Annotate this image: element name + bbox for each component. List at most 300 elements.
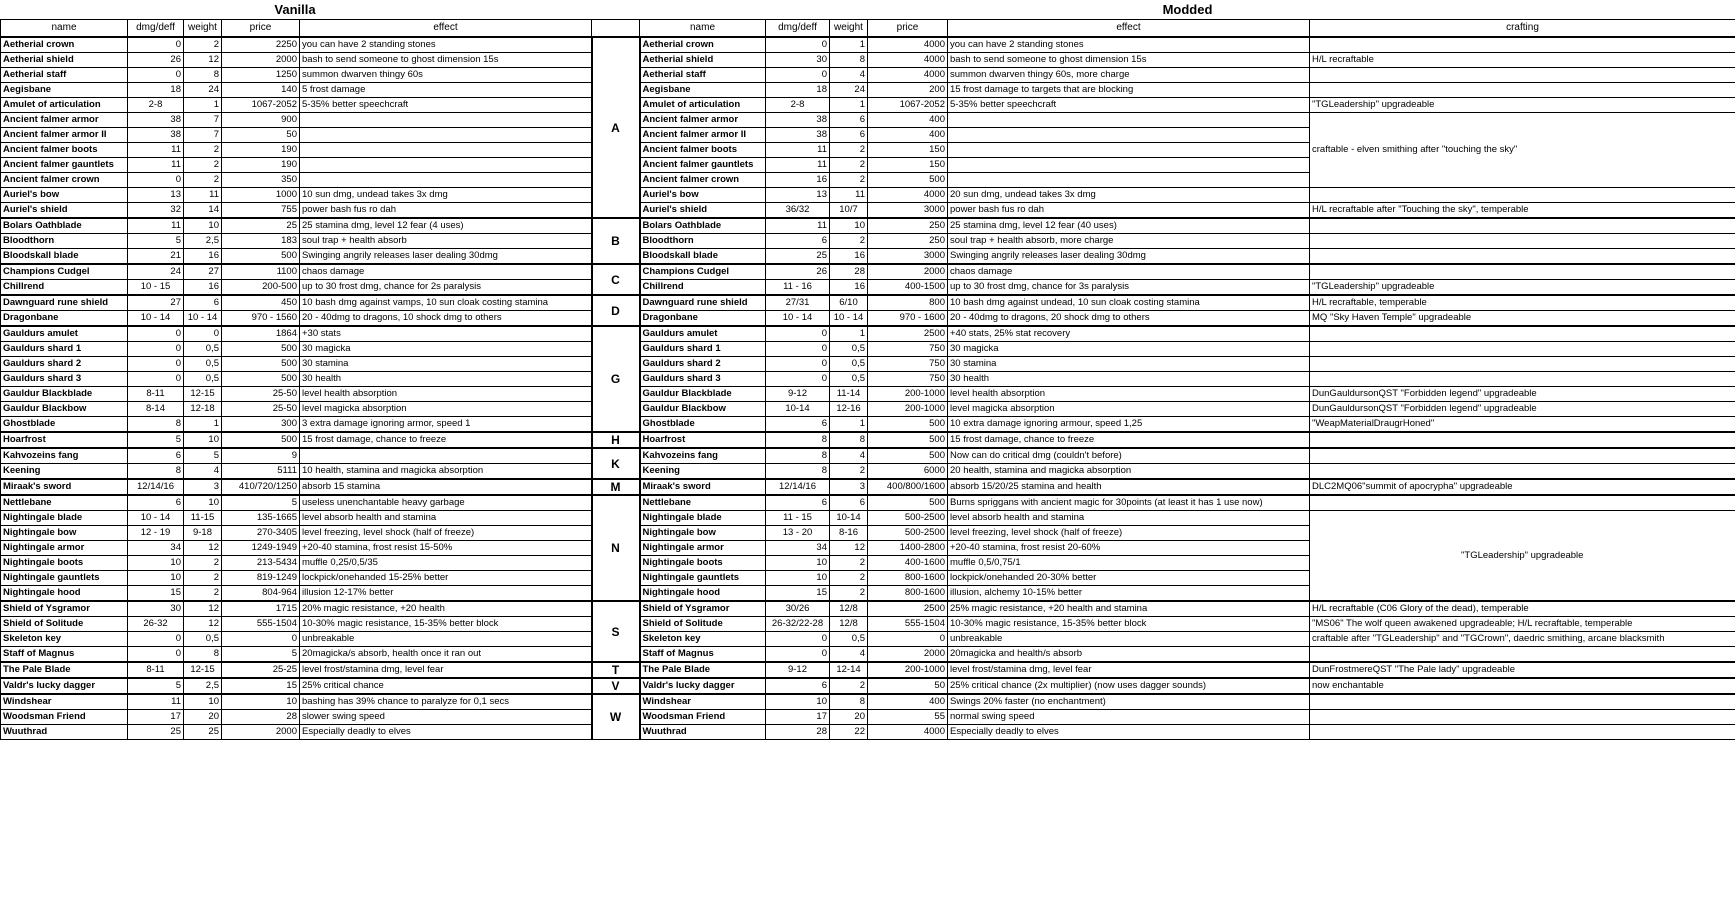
modded-dmg: 8	[766, 448, 830, 464]
modded-dmg: 0	[766, 342, 830, 357]
modded-price: 555-1504	[868, 617, 948, 632]
modded-price: 1067-2052	[868, 98, 948, 113]
vanilla-name: Gauldur Blackbow	[1, 402, 128, 417]
modded-weight: 2	[830, 464, 868, 480]
modded-name: Hoarfrost	[640, 432, 766, 448]
modded-col-name: name	[640, 20, 766, 38]
modded-weight: 12/8	[830, 617, 868, 632]
modded-name: Gauldurs shard 3	[640, 372, 766, 387]
modded-price: 3000	[868, 249, 948, 265]
group-letter: K	[592, 448, 640, 479]
vanilla-price: 970 - 1560	[222, 311, 300, 327]
vanilla-weight: 12	[184, 541, 222, 556]
vanilla-dmg: 24	[128, 264, 184, 280]
vanilla-price: 555-1504	[222, 617, 300, 632]
modded-effect: 15 frost damage, chance to freeze	[948, 432, 1310, 448]
vanilla-price: 1249-1949	[222, 541, 300, 556]
modded-price: 2000	[868, 264, 948, 280]
modded-dmg: 0	[766, 37, 830, 53]
modded-dmg: 0	[766, 326, 830, 342]
vanilla-dmg: 38	[128, 113, 184, 128]
vanilla-weight: 1	[184, 98, 222, 113]
crafting-note	[1310, 725, 1735, 740]
vanilla-weight: 10 - 14	[184, 311, 222, 327]
vanilla-weight: 9-18	[184, 526, 222, 541]
modded-weight: 1	[830, 37, 868, 53]
modded-weight: 2	[830, 586, 868, 602]
vanilla-effect	[300, 113, 592, 128]
modded-dmg: 11	[766, 143, 830, 158]
modded-price: 400/800/1600	[868, 479, 948, 495]
vanilla-effect: 20% magic resistance, +20 health	[300, 601, 592, 617]
table-row	[1, 311, 1735, 327]
crafting-note	[1310, 264, 1735, 280]
vanilla-dmg: 12/14/16	[128, 479, 184, 495]
modded-effect: muffle 0,5/0,75/1	[948, 556, 1310, 571]
modded-price: 500	[868, 417, 948, 433]
modded-effect: 20 health, stamina and magicka absorption	[948, 464, 1310, 480]
modded-name: Ancient falmer armor II	[640, 128, 766, 143]
vanilla-weight: 2	[184, 158, 222, 173]
table-row	[1, 342, 1735, 357]
modded-dmg: 9-12	[766, 387, 830, 402]
vanilla-weight: 2,5	[184, 234, 222, 249]
modded-dmg: 0	[766, 647, 830, 663]
vanilla-effect: bashing has 39% chance to paralyze for 0,1 secs	[300, 694, 592, 710]
crafting-note: H/L recraftable, temperable	[1310, 295, 1735, 311]
modded-name: Woodsman Friend	[640, 710, 766, 725]
modded-weight: 2	[830, 556, 868, 571]
vanilla-effect: 20magicka/s absorb, health once it ran out	[300, 647, 592, 663]
crafting-note	[1310, 83, 1735, 98]
vanilla-name: Nightingale gauntlets	[1, 571, 128, 586]
vanilla-dmg: 10	[128, 556, 184, 571]
vanilla-price: 28	[222, 710, 300, 725]
table-row	[1, 647, 1735, 663]
modded-weight: 2	[830, 571, 868, 586]
modded-name: Auriel's shield	[640, 203, 766, 219]
table-row	[1, 234, 1735, 249]
vanilla-effect: summon dwarven thingy 60s	[300, 68, 592, 83]
vanilla-weight: 8	[184, 68, 222, 83]
modded-effect: Burns spriggans with ancient magic for 30points (at least it has 1 use now)	[948, 495, 1310, 511]
table-row	[1, 432, 1735, 448]
crafting-note: DunGauldursonQST "Forbidden legend" upgradeable	[1310, 387, 1735, 402]
vanilla-effect: 25% critical chance	[300, 678, 592, 694]
vanilla-weight: 11	[184, 188, 222, 203]
vanilla-name: Nettlebane	[1, 495, 128, 511]
modded-dmg: 10	[766, 571, 830, 586]
vanilla-effect: +20-40 stamina, frost resist 15-50%	[300, 541, 592, 556]
crafting-note: "MS06" The wolf queen awakened upgradeable; H/L recraftable, temperable	[1310, 617, 1735, 632]
vanilla-price: 450	[222, 295, 300, 311]
vanilla-effect: level freezing, level shock (half of freeze)	[300, 526, 592, 541]
modded-effect: 20 - 40dmg to dragons, 20 shock dmg to others	[948, 311, 1310, 327]
modded-weight: 6	[830, 128, 868, 143]
modded-dmg: 13 - 20	[766, 526, 830, 541]
vanilla-dmg: 10 - 14	[128, 311, 184, 327]
modded-dmg: 6	[766, 234, 830, 249]
vanilla-dmg: 26	[128, 53, 184, 68]
vanilla-dmg: 0	[128, 647, 184, 663]
vanilla-weight: 2	[184, 556, 222, 571]
vanilla-price: 270-3405	[222, 526, 300, 541]
modded-price: 150	[868, 158, 948, 173]
vanilla-effect: level frost/stamina dmg, level fear	[300, 662, 592, 678]
modded-dmg: 12/14/16	[766, 479, 830, 495]
modded-name: Kahvozeins fang	[640, 448, 766, 464]
modded-name: Bloodthorn	[640, 234, 766, 249]
modded-price: 50	[868, 678, 948, 694]
table-row	[1, 678, 1735, 694]
modded-price: 4000	[868, 725, 948, 740]
modded-weight: 20	[830, 710, 868, 725]
modded-effect: soul trap + health absorb, more charge	[948, 234, 1310, 249]
vanilla-weight: 2	[184, 586, 222, 602]
vanilla-weight: 12	[184, 53, 222, 68]
vanilla-dmg: 15	[128, 586, 184, 602]
vanilla-name: Bloodskall blade	[1, 249, 128, 265]
table-row	[1, 725, 1735, 740]
vanilla-dmg: 34	[128, 541, 184, 556]
vanilla-dmg: 12 - 19	[128, 526, 184, 541]
table-row	[1, 203, 1735, 219]
modded-effect: +40 stats, 25% stat recovery	[948, 326, 1310, 342]
vanilla-price: 500	[222, 342, 300, 357]
modded-name: Nettlebane	[640, 495, 766, 511]
vanilla-name: Ancient falmer armor II	[1, 128, 128, 143]
modded-effect: 20magicka and health/s absorb	[948, 647, 1310, 663]
table-row	[1, 188, 1735, 203]
modded-name: Keening	[640, 464, 766, 480]
vanilla-dmg: 38	[128, 128, 184, 143]
vanilla-effect: Swinging angrily releases laser dealing 30dmg	[300, 249, 592, 265]
modded-dmg: 0	[766, 357, 830, 372]
modded-price: 4000	[868, 53, 948, 68]
modded-effect: bash to send someone to ghost dimension 15s	[948, 53, 1310, 68]
vanilla-name: Valdr's lucky dagger	[1, 678, 128, 694]
vanilla-weight: 12-15	[184, 387, 222, 402]
modded-price: 2500	[868, 326, 948, 342]
vanilla-name: Gauldurs shard 1	[1, 342, 128, 357]
crafting-note: H/L recraftable after "Touching the sky", temperable	[1310, 203, 1735, 219]
table-row	[1, 511, 1735, 526]
vanilla-dmg: 2-8	[128, 98, 184, 113]
table-row	[1, 218, 1735, 234]
modded-name: Gauldur Blackbow	[640, 402, 766, 417]
modded-price: 150	[868, 143, 948, 158]
modded-dmg: 2-8	[766, 98, 830, 113]
vanilla-dmg: 8-14	[128, 402, 184, 417]
vanilla-price: 0	[222, 632, 300, 647]
modded-name: Dragonbane	[640, 311, 766, 327]
modded-price: 200-1000	[868, 662, 948, 678]
vanilla-effect: Especially deadly to elves	[300, 725, 592, 740]
vanilla-price: 300	[222, 417, 300, 433]
vanilla-name: Amulet of articulation	[1, 98, 128, 113]
crafting-note	[1310, 710, 1735, 725]
vanilla-effect: 10 bash dmg against vamps, 10 sun cloak costing stamina	[300, 295, 592, 311]
crafting-note: DLC2MQ06"summit of apocrypha" upgradeable	[1310, 479, 1735, 495]
modded-name: Nightingale hood	[640, 586, 766, 602]
vanilla-effect: bash to send someone to ghost dimension 15s	[300, 53, 592, 68]
modded-effect: absorb 15/20/25 stamina and health	[948, 479, 1310, 495]
modded-dmg: 6	[766, 417, 830, 433]
modded-price: 400-1500	[868, 280, 948, 296]
group-letter: D	[592, 295, 640, 326]
vanilla-price: 410/720/1250	[222, 479, 300, 495]
vanilla-effect: 25 stamina dmg, level 12 fear (4 uses)	[300, 218, 592, 234]
modded-weight: 6/10	[830, 295, 868, 311]
modded-price: 400-1600	[868, 556, 948, 571]
vanilla-price: 500	[222, 432, 300, 448]
modded-name: The Pale Blade	[640, 662, 766, 678]
vanilla-name: Nightingale hood	[1, 586, 128, 602]
table-row	[1, 37, 1735, 53]
modded-price: 750	[868, 372, 948, 387]
modded-price: 500-2500	[868, 511, 948, 526]
vanilla-dmg: 18	[128, 83, 184, 98]
table-row	[1, 264, 1735, 280]
crafting-note	[1310, 448, 1735, 464]
crafting-note	[1310, 495, 1735, 511]
modded-name: Aegisbane	[640, 83, 766, 98]
modded-price: 2500	[868, 601, 948, 617]
vanilla-name: Nightingale blade	[1, 511, 128, 526]
vanilla-name: Gauldur Blackblade	[1, 387, 128, 402]
modded-weight: 4	[830, 647, 868, 663]
vanilla-weight: 0,5	[184, 357, 222, 372]
modded-price: 500	[868, 432, 948, 448]
vanilla-price: 500	[222, 249, 300, 265]
vanilla-effect	[300, 448, 592, 464]
vanilla-dmg: 13	[128, 188, 184, 203]
vanilla-dmg: 0	[128, 326, 184, 342]
modded-name: Gauldurs shard 1	[640, 342, 766, 357]
vanilla-effect: muffle 0,25/0,5/35	[300, 556, 592, 571]
vanilla-effect: 10-30% magic resistance, 15-35% better block	[300, 617, 592, 632]
crafting-note: craftable after "TGLeadership" and "TGCrown", daedric smithing, arcane blacksmith	[1310, 632, 1735, 647]
vanilla-name: Nightingale bow	[1, 526, 128, 541]
vanilla-name: Shield of Ysgramor	[1, 601, 128, 617]
vanilla-weight: 16	[184, 280, 222, 296]
modded-name: Bolars Oathblade	[640, 218, 766, 234]
modded-name: Bloodskall blade	[640, 249, 766, 265]
modded-effect: 10-30% magic resistance, 15-35% better block	[948, 617, 1310, 632]
modded-dmg: 11 - 16	[766, 280, 830, 296]
vanilla-weight: 12-15	[184, 662, 222, 678]
vanilla-effect: illusion 12-17% better	[300, 586, 592, 602]
group-letter: B	[592, 218, 640, 264]
vanilla-name: Ancient falmer armor	[1, 113, 128, 128]
modded-weight: 0,5	[830, 632, 868, 647]
vanilla-price: 25-50	[222, 402, 300, 417]
vanilla-price: 500	[222, 372, 300, 387]
vanilla-weight: 2,5	[184, 678, 222, 694]
vanilla-weight: 0,5	[184, 632, 222, 647]
vanilla-effect: 3 extra damage ignoring armor, speed 1	[300, 417, 592, 433]
modded-price: 970 - 1600	[868, 311, 948, 327]
vanilla-effect: level health absorption	[300, 387, 592, 402]
modded-effect: up to 30 frost dmg, chance for 3s paralysis	[948, 280, 1310, 296]
modded-effect: chaos damage	[948, 264, 1310, 280]
vanilla-effect	[300, 158, 592, 173]
crafting-note	[1310, 234, 1735, 249]
vanilla-name: Aetherial crown	[1, 37, 128, 53]
crafting-note: craftable - elven smithing after "touching the sky"	[1310, 113, 1735, 188]
crafting-note: "WeapMaterialDraugrHoned"	[1310, 417, 1735, 433]
vanilla-dmg: 10 - 14	[128, 511, 184, 526]
table-row	[1, 464, 1735, 480]
vanilla-name: Nightingale armor	[1, 541, 128, 556]
group-letter: M	[592, 479, 640, 495]
vanilla-price: 5	[222, 647, 300, 663]
modded-dmg: 17	[766, 710, 830, 725]
modded-dmg: 6	[766, 678, 830, 694]
vanilla-dmg: 0	[128, 632, 184, 647]
crafting-note: DunFrostmereQST "The Pale lady" upgradeable	[1310, 662, 1735, 678]
vanilla-dmg: 30	[128, 601, 184, 617]
vanilla-price: 10	[222, 694, 300, 710]
vanilla-name: Wuuthrad	[1, 725, 128, 740]
modded-effect: Swings 20% faster (no enchantment)	[948, 694, 1310, 710]
vanilla-price: 25-50	[222, 387, 300, 402]
vanilla-dmg: 5	[128, 678, 184, 694]
modded-price: 800-1600	[868, 586, 948, 602]
modded-name: Aetherial crown	[640, 37, 766, 53]
modded-effect: 30 magicka	[948, 342, 1310, 357]
modded-name: Ghostblade	[640, 417, 766, 433]
modded-effect: Now can do critical dmg (couldn't before)	[948, 448, 1310, 464]
modded-name: Chillrend	[640, 280, 766, 296]
table-row	[1, 710, 1735, 725]
vanilla-name: Skeleton key	[1, 632, 128, 647]
vanilla-price: 1000	[222, 188, 300, 203]
modded-dmg: 26	[766, 264, 830, 280]
modded-dmg: 36/32	[766, 203, 830, 219]
vanilla-weight: 12	[184, 601, 222, 617]
vanilla-title: Vanilla	[274, 2, 316, 17]
group-letter: V	[592, 678, 640, 694]
vanilla-name: Kahvozeins fang	[1, 448, 128, 464]
modded-effect: 10 extra damage ignoring armour, speed 1,25	[948, 417, 1310, 433]
modded-price: 800	[868, 295, 948, 311]
vanilla-price: 755	[222, 203, 300, 219]
vanilla-name: Ancient falmer crown	[1, 173, 128, 188]
modded-effect	[948, 158, 1310, 173]
vanilla-effect: level magicka absorption	[300, 402, 592, 417]
modded-effect: 5-35% better speechcraft	[948, 98, 1310, 113]
modded-name: Ancient falmer armor	[640, 113, 766, 128]
modded-name: Ancient falmer boots	[640, 143, 766, 158]
table-row	[1, 448, 1735, 464]
modded-dmg: 27/31	[766, 295, 830, 311]
modded-price: 250	[868, 234, 948, 249]
vanilla-price: 1864	[222, 326, 300, 342]
vanilla-effect: level absorb health and stamina	[300, 511, 592, 526]
modded-price: 1400-2800	[868, 541, 948, 556]
modded-price: 3000	[868, 203, 948, 219]
modded-dmg: 0	[766, 632, 830, 647]
modded-price: 500	[868, 495, 948, 511]
vanilla-weight: 16	[184, 249, 222, 265]
table-row	[1, 387, 1735, 402]
vanilla-weight: 27	[184, 264, 222, 280]
vanilla-effect: absorb 15 stamina	[300, 479, 592, 495]
modded-weight: 8	[830, 694, 868, 710]
modded-title: Modded	[1162, 2, 1213, 17]
modded-effect: Especially deadly to elves	[948, 725, 1310, 740]
vanilla-name: Aetherial shield	[1, 53, 128, 68]
vanilla-effect	[300, 128, 592, 143]
modded-weight: 10/7	[830, 203, 868, 219]
modded-weight: 4	[830, 68, 868, 83]
vanilla-name: Shield of Solitude	[1, 617, 128, 632]
modded-name: Shield of Solitude	[640, 617, 766, 632]
modded-effect: 25 stamina dmg, level 12 fear (40 uses)	[948, 218, 1310, 234]
vanilla-weight: 10	[184, 432, 222, 448]
table-row	[1, 402, 1735, 417]
vanilla-dmg: 10	[128, 571, 184, 586]
vanilla-weight: 20	[184, 710, 222, 725]
vanilla-dmg: 6	[128, 448, 184, 464]
modded-effect: 25% magic resistance, +20 health and stamina	[948, 601, 1310, 617]
modded-dmg: 9-12	[766, 662, 830, 678]
vanilla-dmg: 6	[128, 495, 184, 511]
crafting-note	[1310, 647, 1735, 663]
vanilla-price: 819-1249	[222, 571, 300, 586]
crafting-note	[1310, 218, 1735, 234]
vanilla-dmg: 8-11	[128, 387, 184, 402]
table-row	[1, 280, 1735, 296]
group-letter: A	[592, 37, 640, 218]
vanilla-dmg: 8-11	[128, 662, 184, 678]
vanilla-effect: slower swing speed	[300, 710, 592, 725]
modded-weight: 2	[830, 143, 868, 158]
group-letter: N	[592, 495, 640, 601]
modded-effect: level magicka absorption	[948, 402, 1310, 417]
vanilla-dmg: 0	[128, 37, 184, 53]
vanilla-dmg: 11	[128, 694, 184, 710]
modded-dmg: 13	[766, 188, 830, 203]
modded-weight: 2	[830, 234, 868, 249]
vanilla-name: Hoarfrost	[1, 432, 128, 448]
vanilla-name: Ancient falmer gauntlets	[1, 158, 128, 173]
table-body	[1, 37, 1735, 740]
vanilla-weight: 5	[184, 448, 222, 464]
crafting-note: now enchantable	[1310, 678, 1735, 694]
vanilla-weight: 10	[184, 495, 222, 511]
vanilla-name: Gauldurs shard 3	[1, 372, 128, 387]
modded-name: Skeleton key	[640, 632, 766, 647]
vanilla-price: 804-964	[222, 586, 300, 602]
vanilla-dmg: 32	[128, 203, 184, 219]
modded-dmg: 6	[766, 495, 830, 511]
vanilla-price: 5111	[222, 464, 300, 480]
modded-effect: 10 bash dmg against undead, 10 sun cloak costing stamina	[948, 295, 1310, 311]
vanilla-name: Auriel's bow	[1, 188, 128, 203]
modded-price: 250	[868, 218, 948, 234]
vanilla-dmg: 0	[128, 342, 184, 357]
modded-weight: 28	[830, 264, 868, 280]
modded-weight: 2	[830, 173, 868, 188]
table-row	[1, 98, 1735, 113]
vanilla-weight: 0,5	[184, 342, 222, 357]
vanilla-price: 2250	[222, 37, 300, 53]
modded-weight: 8	[830, 432, 868, 448]
table-row	[1, 295, 1735, 311]
vanilla-name: Aegisbane	[1, 83, 128, 98]
